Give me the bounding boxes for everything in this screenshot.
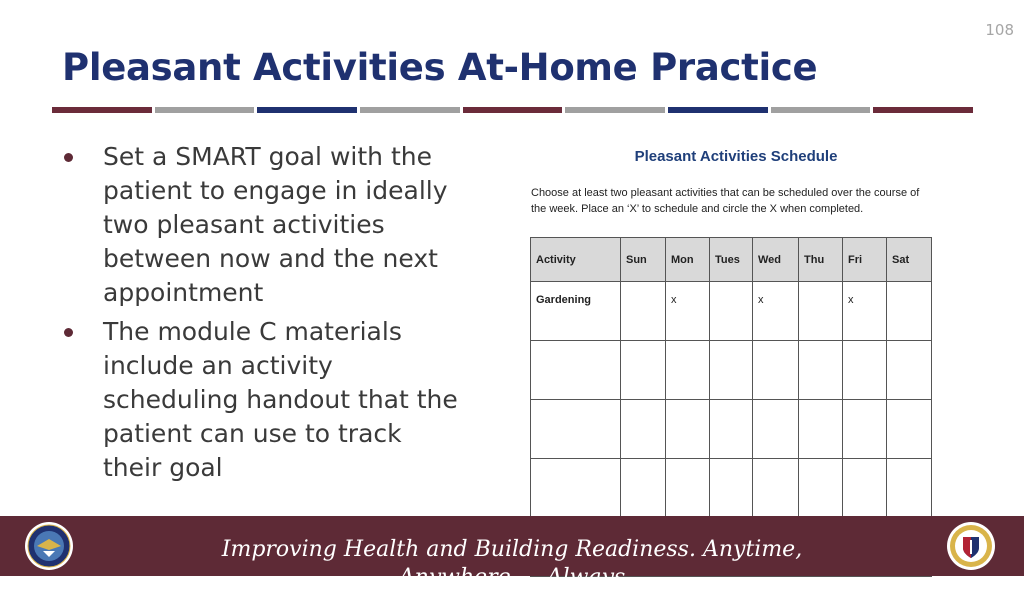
bullet-dot-icon: [64, 328, 73, 337]
schedule-cell: [843, 459, 887, 518]
schedule-cell: [710, 341, 753, 400]
title-divider: [52, 107, 973, 113]
schedule-header-cell: Thu: [799, 238, 843, 282]
schedule-header-cell: Sun: [621, 238, 666, 282]
bullet-text: Set a SMART goal with the patient to engage in ideally two pleasant activities between now and the next appointment: [103, 142, 448, 307]
handout-instructions: Choose at least two pleasant activities that can be scheduled over the course of the week. Place an ‘X’ to schedule and circle the X when completed.: [531, 187, 920, 215]
schedule-cell: x: [666, 282, 710, 341]
divider-segment: [873, 107, 973, 113]
schedule-cell: [621, 400, 666, 459]
schedule-cell: [799, 282, 843, 341]
schedule-cell: [843, 341, 887, 400]
bullet-text: The module C materials include an activity scheduling handout that the patient can use to track their goal: [103, 317, 458, 482]
schedule-row: [531, 341, 932, 400]
handout-image: [526, 140, 936, 484]
schedule-cell: [887, 400, 932, 459]
schedule-row: [531, 282, 932, 341]
footer-bar: [0, 516, 1024, 590]
divider-segment: [771, 107, 871, 113]
schedule-cell: [531, 400, 621, 459]
divider-segment: [52, 107, 152, 113]
divider-segment: [463, 107, 563, 113]
schedule-cell: [621, 282, 666, 341]
department-of-defense-seal-icon: [24, 521, 74, 571]
slide-title: Pleasant Activities At-Home Practice: [62, 46, 818, 89]
schedule-header-cell: Sat: [887, 238, 932, 282]
schedule-cell: x: [843, 282, 887, 341]
schedule-cell: [753, 341, 799, 400]
divider-segment: [565, 107, 665, 113]
schedule-cell: [621, 341, 666, 400]
schedule-cell: [799, 341, 843, 400]
schedule-header-cell: Activity: [531, 238, 621, 282]
bullet-dot-icon: [64, 153, 73, 162]
divider-segment: [257, 107, 357, 113]
divider-segment: [668, 107, 768, 113]
schedule-cell: [531, 341, 621, 400]
schedule-cell: [799, 459, 843, 518]
bullet-list: [62, 140, 462, 490]
schedule-header-cell: Wed: [753, 238, 799, 282]
schedule-cell: [710, 282, 753, 341]
handout-title: Pleasant Activities Schedule: [634, 148, 838, 165]
schedule-header-cell: Mon: [666, 238, 710, 282]
slide-number: 108: [985, 21, 1014, 39]
schedule-cell: Gardening: [531, 282, 621, 341]
schedule-cell: [887, 341, 932, 400]
schedule-cell: [753, 400, 799, 459]
schedule-cell: [887, 282, 932, 341]
schedule-header-cell: Fri: [843, 238, 887, 282]
schedule-cell: [621, 459, 666, 518]
schedule-cell: [799, 400, 843, 459]
schedule-row: [531, 459, 932, 518]
schedule-cell: [843, 400, 887, 459]
divider-segment: [155, 107, 255, 113]
schedule-cell: x: [753, 282, 799, 341]
schedule-row: [531, 400, 932, 459]
schedule-cell: [531, 459, 621, 518]
schedule-cell: [666, 341, 710, 400]
schedule-cell: [710, 459, 753, 518]
bullet-item: [62, 140, 462, 310]
footer-tagline: Improving Health and Building Readiness. Anytime, Anywhere — Always: [221, 537, 803, 590]
bullet-item: [62, 315, 462, 485]
schedule-cell: [666, 400, 710, 459]
schedule-cell: [710, 400, 753, 459]
schedule-header-cell: Tues: [710, 238, 753, 282]
schedule-cell: [753, 459, 799, 518]
divider-segment: [360, 107, 460, 113]
schedule-cell: [666, 459, 710, 518]
schedule-cell: [887, 459, 932, 518]
defense-health-agency-seal-icon: [946, 521, 996, 571]
